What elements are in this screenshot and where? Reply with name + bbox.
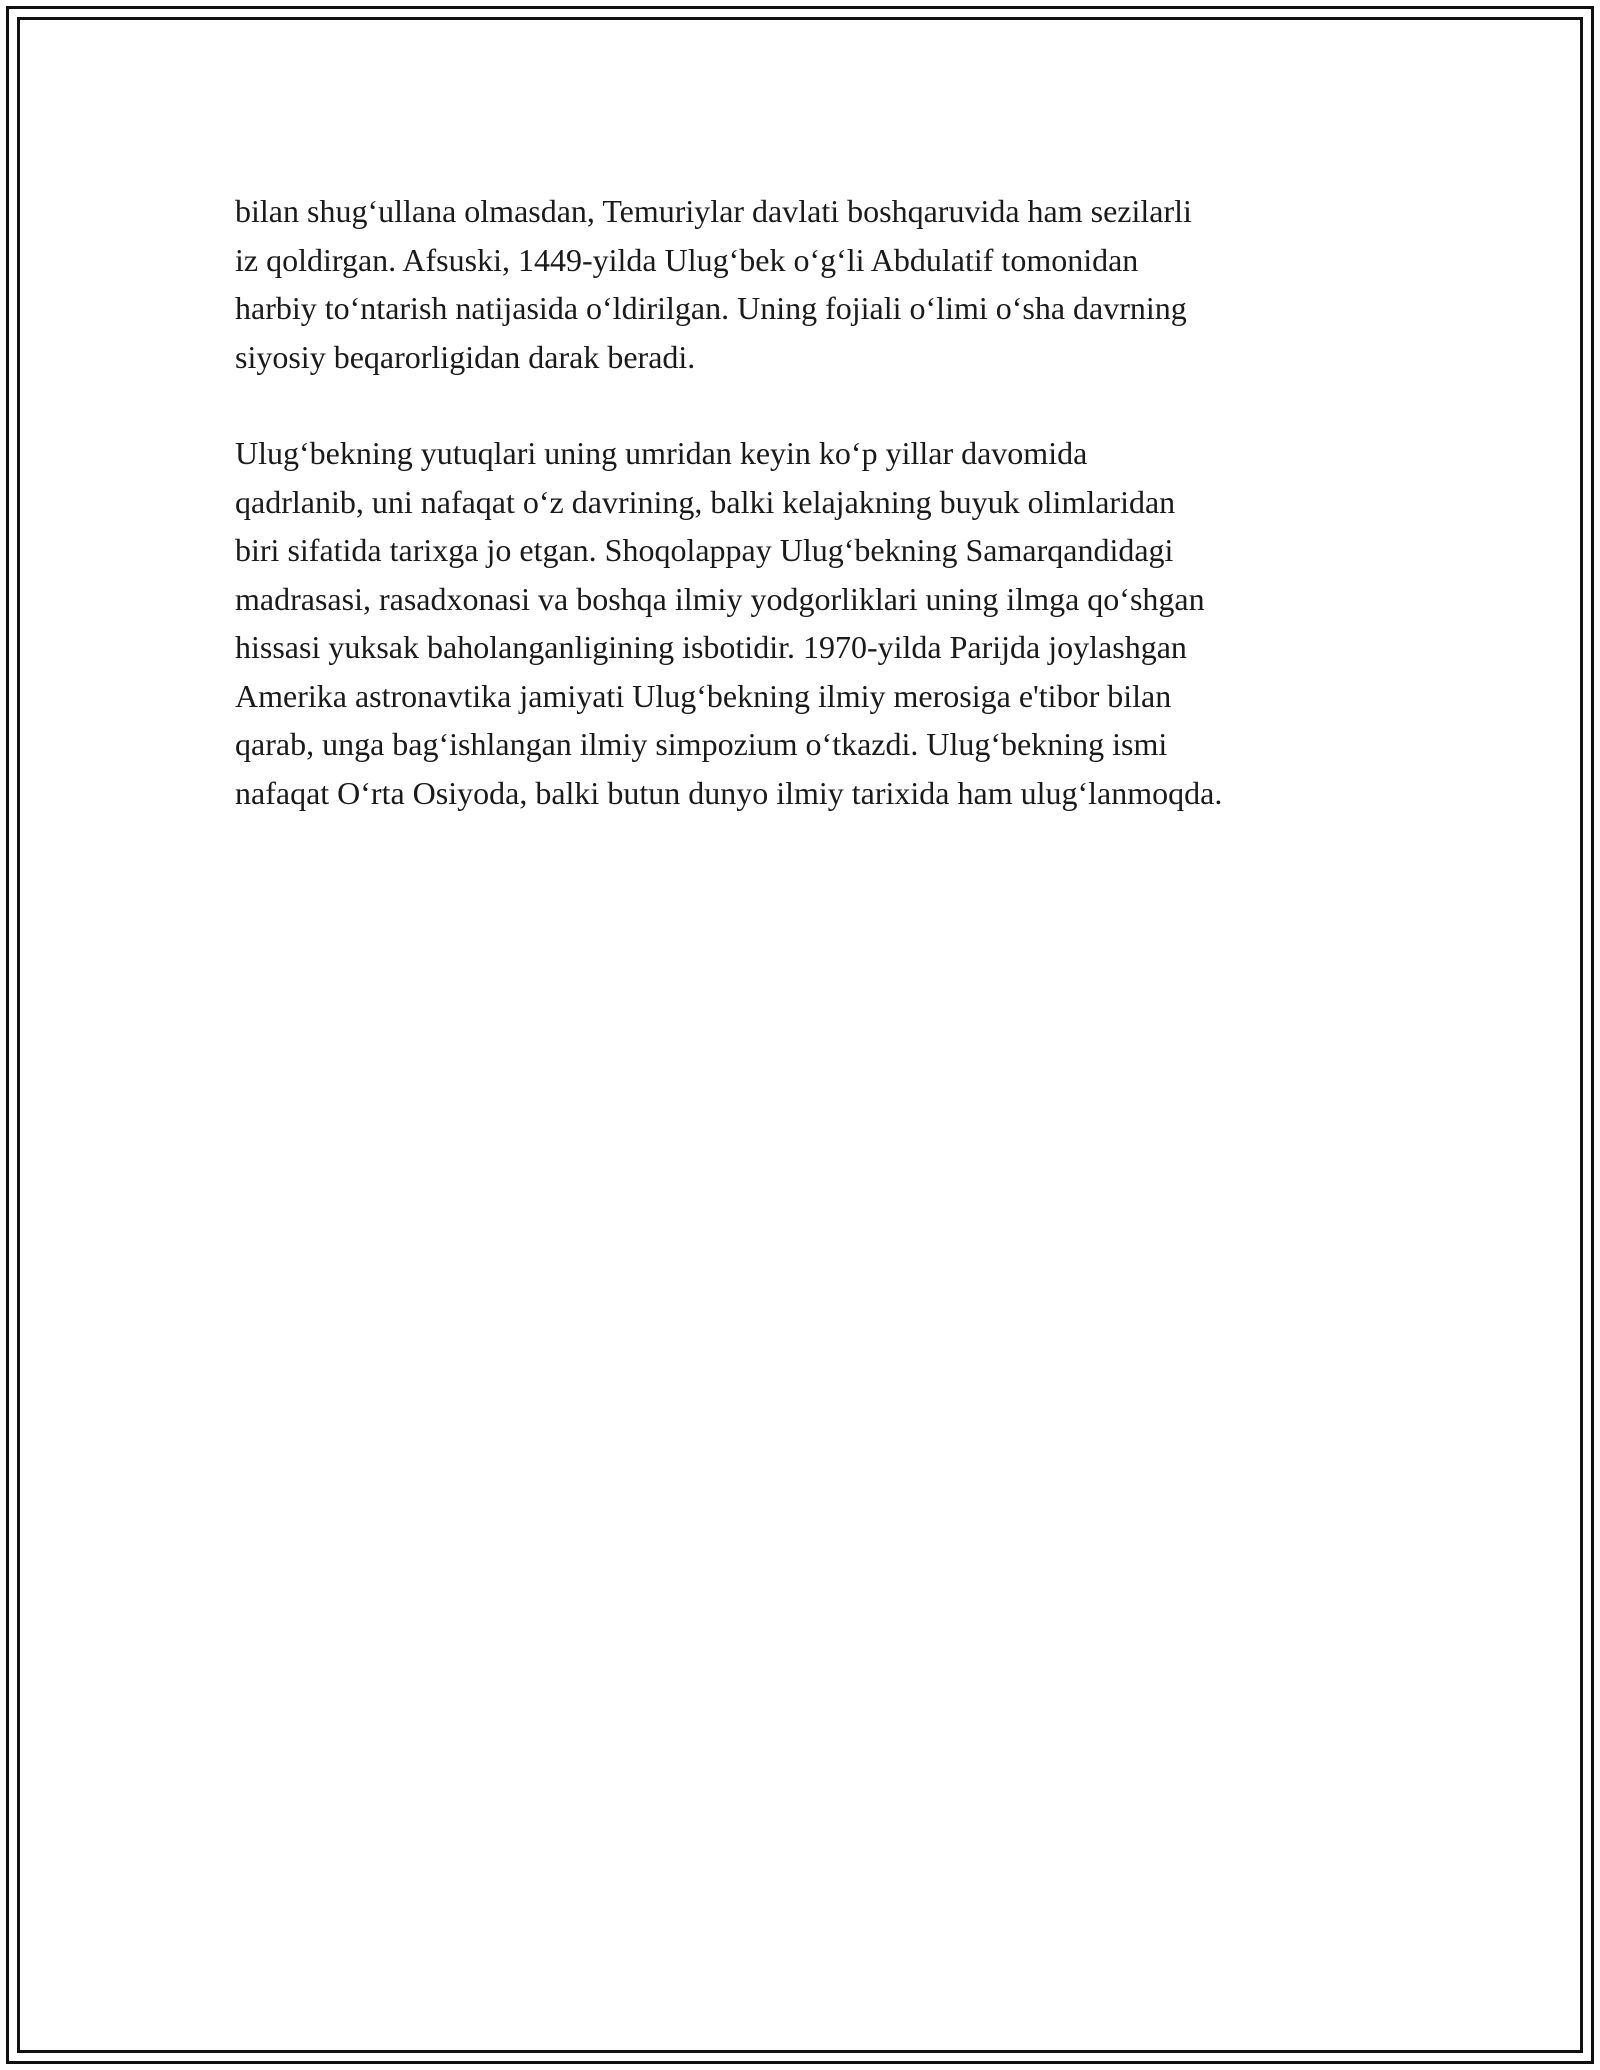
document-body: [235, 187, 1395, 817]
paragraph-2: [235, 429, 1395, 817]
text-line: harbiy to‘ntarish natijasida o‘ldirilgan. Uning fojiali o‘limi o‘sha davrning: [235, 290, 1187, 326]
text-line: madrasasi, rasadxonasi va boshqa ilmiy yodgorliklari uning ilmga qo‘shgan: [235, 580, 1205, 617]
text-line: biri sifatida tarixga jo etgan. Shoqolappay Ulug‘bekning Samarqandidagi: [235, 532, 1174, 568]
text-line: bilan shug‘ullana olmasdan, Temuriylar davlati boshqaruvida ham sezilarli: [235, 193, 1192, 229]
text-line: Amerika astronavtika jamiyati Ulug‘bekning ilmiy merosiga e'tibor bilan: [235, 677, 1172, 714]
text-line: Ulug‘bekning yutuqlari uning umridan keyin ko‘p yillar davomida: [235, 435, 1088, 471]
paragraph-1: [235, 187, 1395, 381]
text-line: nafaqat O‘rta Osiyoda, balki butun dunyo ilmiy tarixida ham ulug‘lanmoqda.: [235, 774, 1223, 811]
text-line: siyosiy beqarorligidan darak beradi.: [235, 338, 696, 375]
text-line: qarab, unga bag‘ishlangan ilmiy simpozium o‘tkazdi. Ulug‘bekning ismi: [235, 726, 1168, 762]
text-line: qadrlanib, uni nafaqat o‘z davrining, balki kelajakning buyuk olimlaridan: [235, 483, 1176, 520]
text-line: iz qoldirgan. Afsuski, 1449-yilda Ulug‘bek o‘g‘li Abdulatif tomonidan: [235, 241, 1139, 278]
text-line: hissasi yuksak baholanganligining isbotidir. 1970-yilda Parijda joylashgan: [235, 629, 1187, 665]
